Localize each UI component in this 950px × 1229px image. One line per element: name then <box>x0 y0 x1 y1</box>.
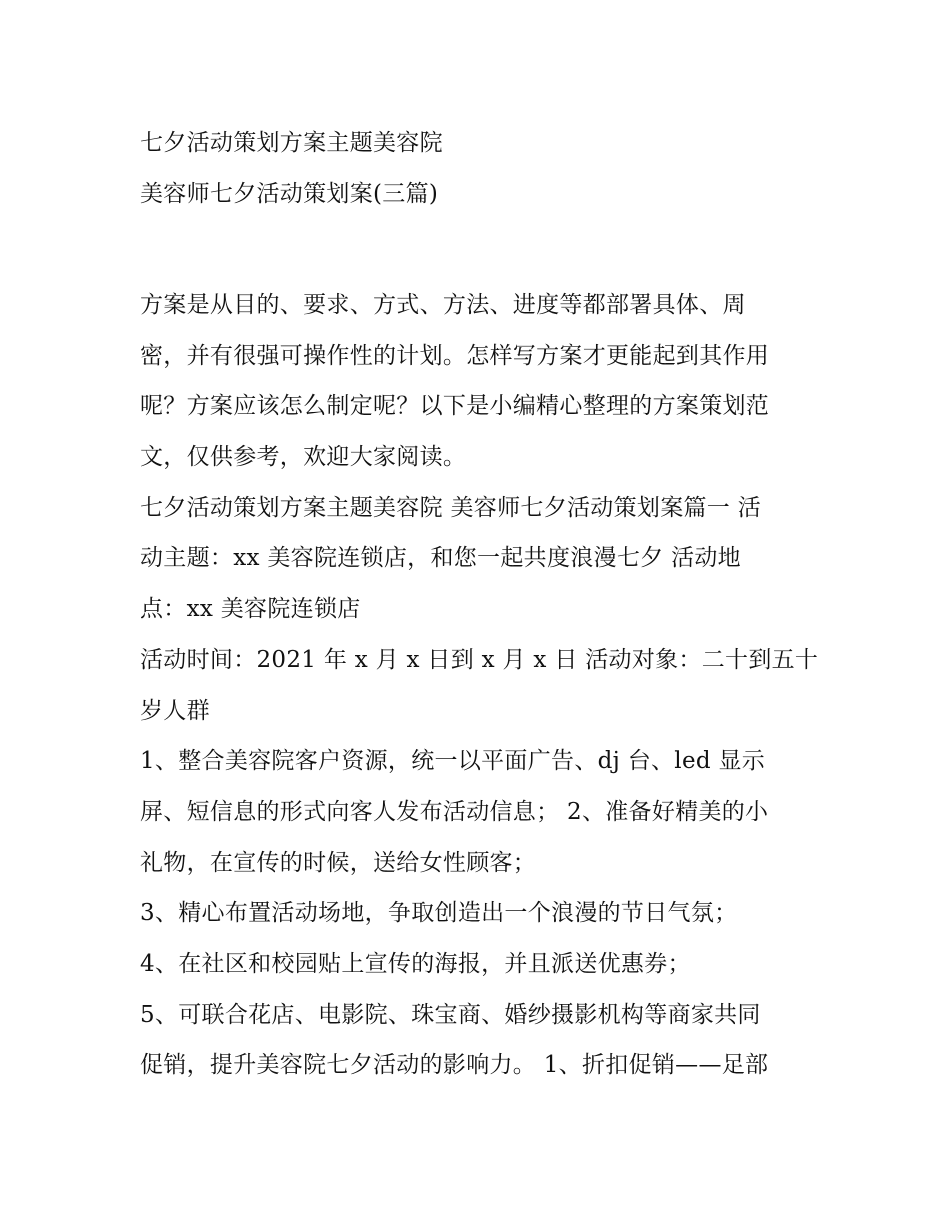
paragraph-theme <box>140 483 820 635</box>
text-line: 活动时间：2021 年 x 月 x 日到 x 月 x 日 活动对象：二十到五十 <box>140 646 819 673</box>
document-body <box>140 280 820 1091</box>
text-line: 岁人群 <box>140 697 210 724</box>
paragraph-item-3 <box>140 888 820 939</box>
paragraph-item-5 <box>140 990 820 1091</box>
paragraph-intro <box>140 280 820 483</box>
text-line: 3、精心布置活动场地，争取创造出一个浪漫的节日气氛； <box>140 900 738 927</box>
text-line: 方案是从目的、要求、方式、方法、进度等都部署具体、周 <box>140 292 746 318</box>
text-line: 4、在社区和校园贴上宣传的海报，并且派送优惠券； <box>140 950 691 977</box>
paragraph-time <box>140 635 820 736</box>
document-title <box>140 118 830 219</box>
text-line: 点：xx 美容院连锁店 <box>140 596 361 623</box>
text-line: 1、整合美容院客户资源，统一以平面广告、dj 台、led 显示 <box>140 748 766 775</box>
paragraph-item-1 <box>140 736 820 888</box>
text-line: 七夕活动策划方案主题美容院 美容师七夕活动策划案篇一 活 <box>140 494 762 521</box>
text-line: 动主题：xx 美容院连锁店，和您一起共度浪漫七夕 活动地 <box>140 545 741 572</box>
paragraph-item-4 <box>140 939 820 990</box>
text-line: 礼物，在宣传的时候，送给女性顾客； <box>140 849 537 876</box>
text-line: 密，并有很强可操作性的计划。怎样写方案才更能起到其作用 <box>140 342 770 369</box>
text-line: 文，仅供参考，欢迎大家阅读。 <box>140 444 467 471</box>
text-line: 呢？方案应该怎么制定呢？以下是小编精心整理的方案策划范 <box>140 393 770 420</box>
title-line: 美容师七夕活动策划案(三篇) <box>140 180 439 207</box>
text-line: 促销，提升美容院七夕活动的影响力。 1、折扣促销——足部 <box>140 1052 769 1079</box>
text-line: 屏、短信息的形式向客人发布活动信息； 2、准备好精美的小 <box>140 798 769 825</box>
title-line: 七夕活动策划方案主题美容院 <box>140 130 443 156</box>
text-line: 5、可联合花店、电影院、珠宝商、婚纱摄影机构等商家共同 <box>140 1001 761 1028</box>
